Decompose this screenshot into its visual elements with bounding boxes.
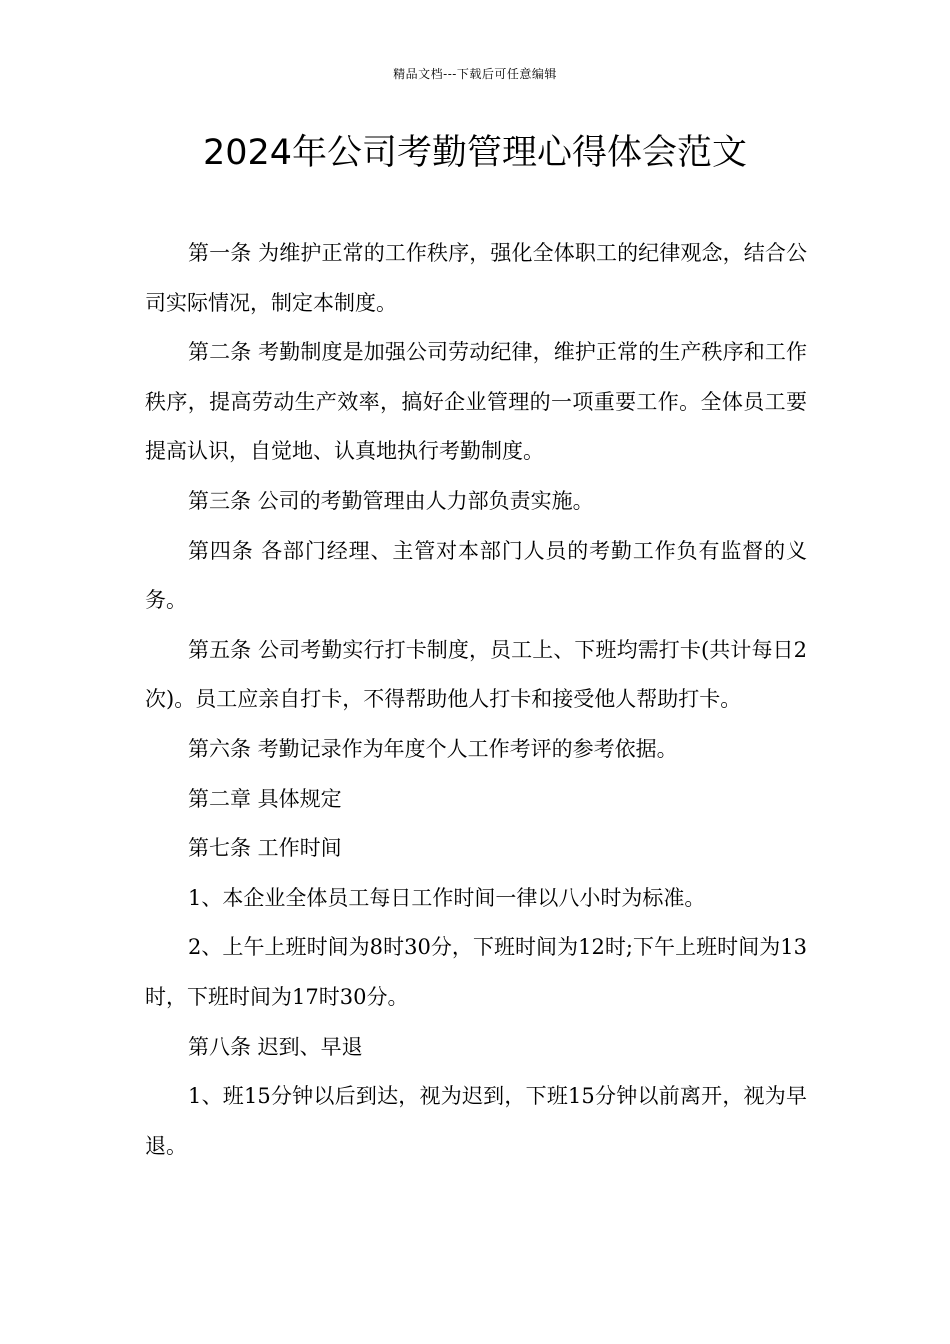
paragraph-article-5: 第五条 公司考勤实行打卡制度，员工上、下班均需打卡(共计每日2次)。员工应亲自打卡，不得帮助他人打卡和接受他人帮助打卡。 xyxy=(145,637,807,712)
paragraph-article-3: 第三条 公司的考勤管理由人力部负责实施。 xyxy=(188,488,594,513)
paragraph-article-4: 第四条 各部门经理、主管对本部门人员的考勤工作负有监督的义务。 xyxy=(145,538,807,613)
document-body xyxy=(145,229,807,1171)
paragraph-article-1: 第一条 为维护正常的工作秩序，强化全体职工的纪律观念，结合公司实际情况，制定本制度。 xyxy=(145,241,807,315)
paragraph-article-7: 第七条 工作时间 xyxy=(188,836,342,861)
paragraph-article-6: 第六条 考勤记录作为年度个人工作考评的参考依据。 xyxy=(188,736,678,761)
document-title: 2024年公司考勤管理心得体会范文 xyxy=(202,133,748,173)
paragraph-item-8-1: 1、班15分钟以后到达，视为迟到，下班15分钟以前离开，视为早退。 xyxy=(145,1084,807,1158)
paragraph-article-2: 第二条 考勤制度是加强公司劳动纪律，维护正常的生产秩序和工作秩序，提高劳动生产效率，搞好企业管理的一项重要工作。全体员工要提高认识，自觉地、认真地执行考勤制度。 xyxy=(145,340,807,464)
paragraph-item-7-1: 1、本企业全体员工每日工作时间一律以八小时为标准。 xyxy=(188,885,706,910)
chapter-heading: 第二章 具体规定 xyxy=(188,786,342,811)
paragraph-article-8: 第八条 迟到、早退 xyxy=(188,1034,363,1059)
page-header-note: 精品文档---下载后可任意编辑 xyxy=(393,67,557,81)
paragraph-item-7-2: 2、上午上班时间为8时30分，下班时间为12时;下午上班时间为13时，下班时间为17时30分。 xyxy=(145,935,807,1009)
